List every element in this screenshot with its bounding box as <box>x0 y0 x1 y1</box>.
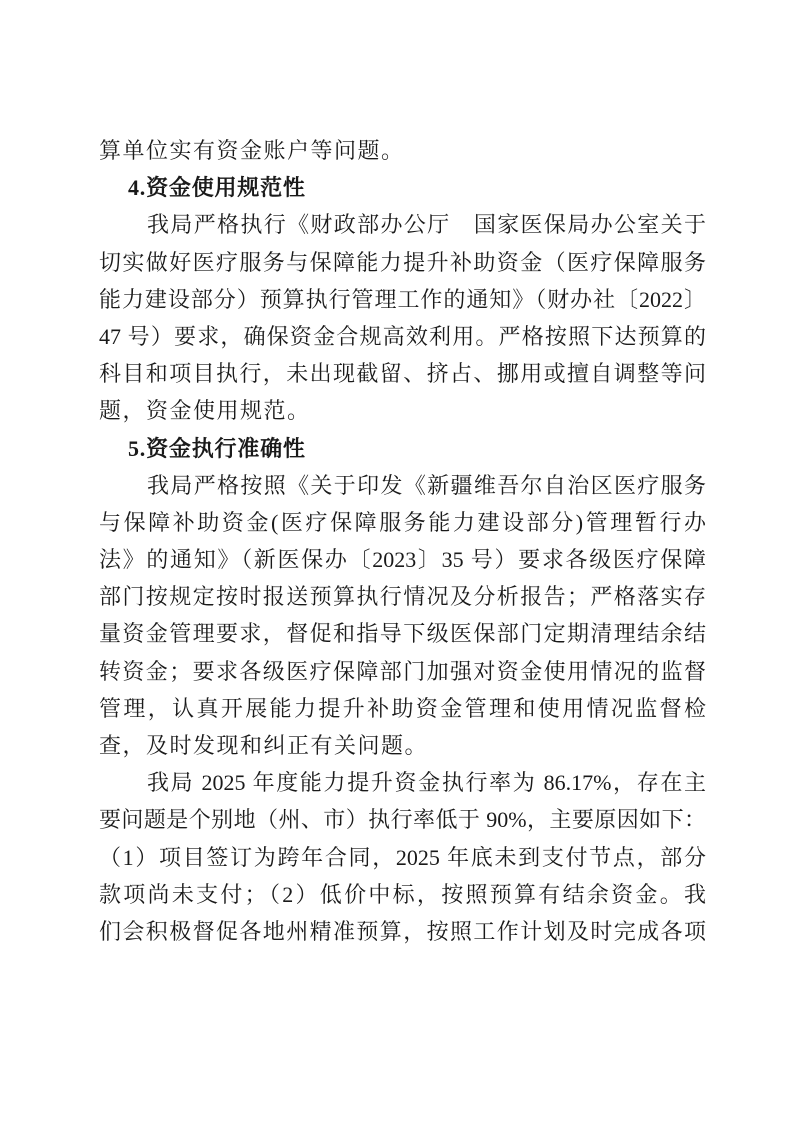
text-line: 法》的通知》（新医保办〔2023〕35 号）要求各级医疗保障 <box>99 547 706 573</box>
section-heading-4: 4.资金使用规范性 <box>128 175 306 201</box>
text-line: 我局 2025 年度能力提升资金执行率为 86.17%，存在主 <box>147 770 706 796</box>
text-line: 47 号）要求，确保资金合规高效利用。严格按照下达预算的 <box>99 323 706 349</box>
text-line: 我局严格按照《关于印发《新疆维吾尔自治区医疗服务 <box>147 472 706 498</box>
text-line: 量资金管理要求，督促和指导下级医保部门定期清理结余结 <box>99 621 706 647</box>
text-line: 能力建设部分）预算执行管理工作的通知》（财办社〔2022〕 <box>99 286 706 312</box>
text-line: 题，资金使用规范。 <box>99 398 311 424</box>
text-line: 们会积极督促各地州精准预算，按照工作计划及时完成各项 <box>99 918 706 944</box>
text-line: 我局严格执行《财政部办公厅 国家医保局办公室关于 <box>147 212 706 238</box>
text-line: 科目和项目执行，未出现截留、挤占、挪用或擅自调整等问 <box>99 361 706 387</box>
text-line: 切实做好医疗服务与保障能力提升补助资金（医疗保障服务 <box>99 249 706 275</box>
text-line: 算单位实有资金账户等问题。 <box>99 138 405 163</box>
text-line: （1）项目签订为跨年合同，2025 年底未到支付节点，部分 <box>99 844 706 870</box>
section-heading-5: 5.资金执行准确性 <box>128 435 306 461</box>
text-line: 部门按规定按时报送预算执行情况及分析报告；严格落实存 <box>99 584 706 610</box>
text-line: 管理，认真开展能力提升补助资金管理和使用情况监督检 <box>99 695 706 721</box>
text-line: 要问题是个别地（州、市）执行率低于 90%，主要原因如下： <box>99 807 706 833</box>
text-line: 查，及时发现和纠正有关问题。 <box>99 733 429 758</box>
text-line: 转资金；要求各级医疗保障部门加强对资金使用情况的监督 <box>99 658 706 684</box>
text-block <box>99 132 706 950</box>
text-line: 与保障补助资金(医疗保障服务能力建设部分)管理暂行办 <box>99 509 706 535</box>
text-line: 款项尚未支付；（2）低价中标，按照预算有结余资金。我 <box>99 881 706 907</box>
